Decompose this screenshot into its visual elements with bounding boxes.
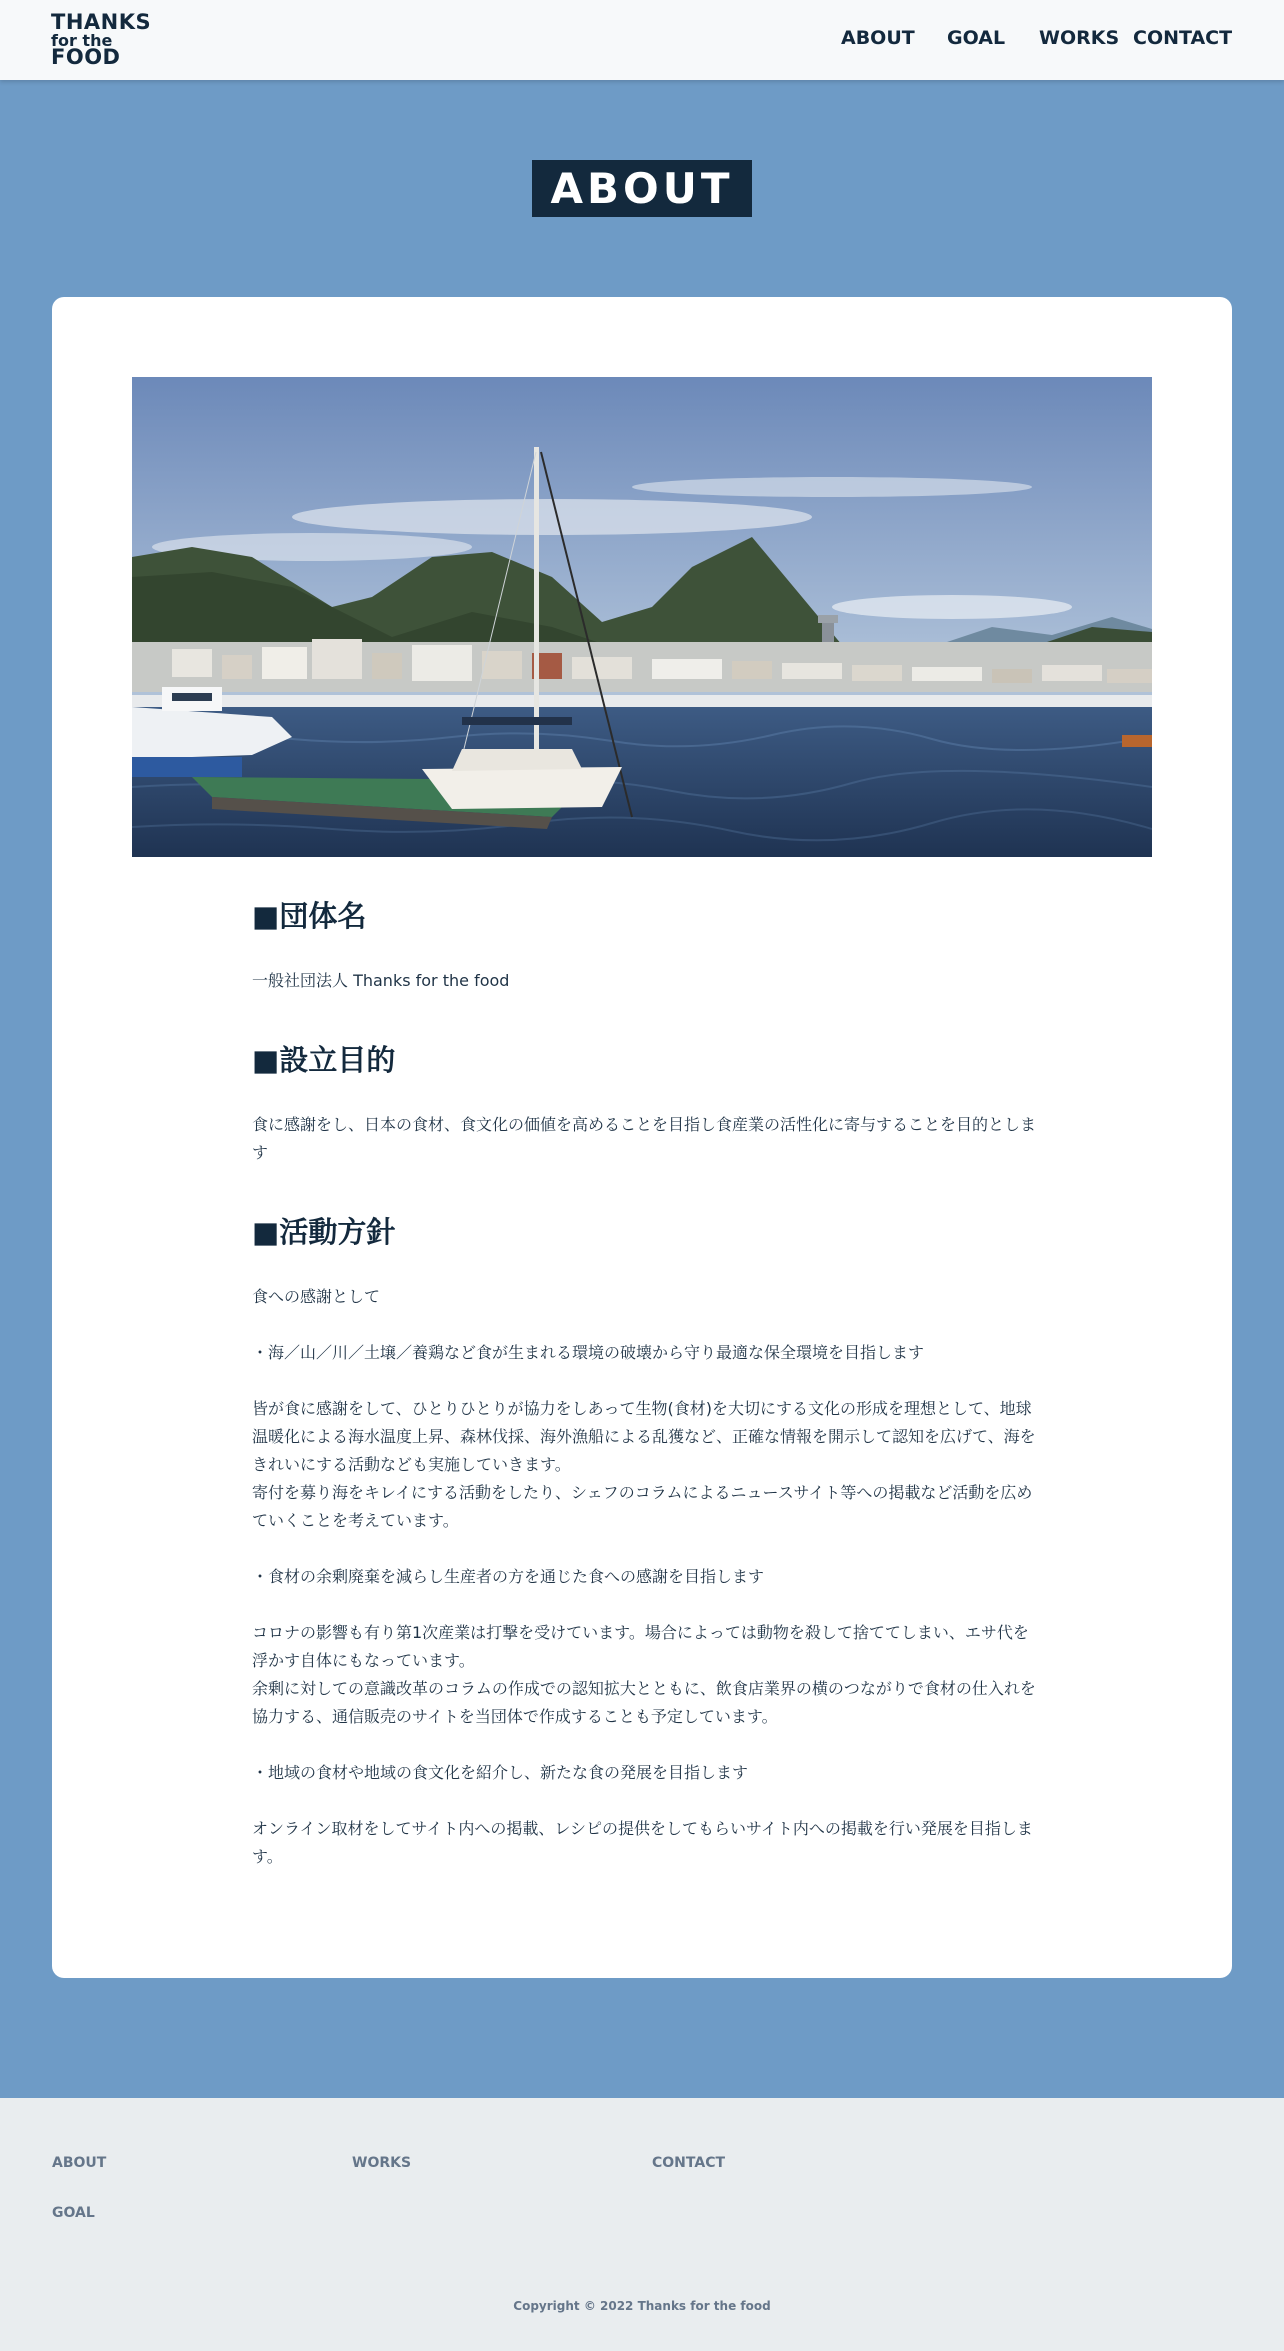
- footer-link-about[interactable]: ABOUT: [52, 2155, 107, 2171]
- policy-point-1-body-2: 寄付を募り海をキレイにする活動をしたり、シェフのコラムによるニュースサイト等への掲載など活動を広めていくことを考えています。: [252, 1483, 1033, 1530]
- nav-works[interactable]: WORKS: [1039, 27, 1120, 49]
- site-header: [0, 0, 1284, 80]
- logo-line-1: THANKS: [51, 10, 152, 34]
- policy-intro: 食への感謝として: [252, 1287, 381, 1306]
- site-footer: [0, 2098, 1284, 2351]
- nav-about[interactable]: ABOUT: [841, 27, 915, 49]
- policy-point-3-body: オンライン取材をしてサイト内への掲載、レシピの提供をしてもらいサイト内への掲載を行い発展を目指します。: [252, 1819, 1033, 1866]
- nav-goal[interactable]: GOAL: [947, 27, 1006, 49]
- harbor-photo: [132, 377, 1152, 857]
- main-content: [0, 80, 1284, 2098]
- logo-line-3: FOOD: [51, 45, 121, 70]
- policy-point-2: ・食材の余剰廃棄を減らし生産者の方を通じた食への感謝を目指します: [252, 1567, 765, 1586]
- heading-policy: ■活動方針: [252, 1215, 396, 1249]
- logo-line-2: for the: [51, 30, 113, 50]
- policy-point-2-body-2: 余剰に対しての意識改革のコラムの作成での認知拡大とともに、飲食店業界の横のつながりで食材の仕入れを協力する、通信販売のサイトを当団体で作成することも予定しています。: [252, 1679, 1036, 1726]
- purpose-text: 食に感謝をし、日本の食材、食文化の価値を高めることを目指し食産業の活性化に寄与することを目的とします: [252, 1115, 1037, 1162]
- nav-contact[interactable]: CONTACT: [1133, 27, 1233, 49]
- page-title: ABOUT: [532, 160, 752, 217]
- policy-point-2-body-1: コロナの影響も有り第1次産業は打撃を受けています。場合によっては動物を殺して捨ててしまい、エサ代を浮かす自体にもなっています。: [252, 1623, 1029, 1670]
- harbor-illustration: [132, 377, 1152, 857]
- copyright-text: Copyright © 2022 Thanks for the food: [513, 2299, 771, 2313]
- footer-link-goal[interactable]: GOAL: [52, 2205, 95, 2221]
- policy-point-3: ・地域の食材や地域の食文化を紹介し、新たな食の発展を目指します: [252, 1763, 749, 1782]
- about-card: [52, 297, 1232, 1978]
- organization-name-text: 一般社団法人 Thanks for the food: [252, 971, 510, 990]
- footer-link-works[interactable]: WORKS: [352, 2155, 412, 2171]
- main-nav: [0, 27, 1284, 53]
- heading-purpose: ■設立目的: [252, 1043, 396, 1077]
- footer-link-contact[interactable]: CONTACT: [652, 2155, 726, 2171]
- policy-point-1-body-1: 皆が食に感謝をして、ひとりひとりが協力をしあって生物(食材)を大切にする文化の形成を理想として、地球温暖化による海水温度上昇、森林伐採、海外漁船による乱獲など、正確な情報を開示して認知を広げて、海をきれいにする活動なども実施していきます。: [252, 1399, 1036, 1474]
- heading-organization-name: ■団体名: [252, 899, 367, 933]
- policy-point-1: ・海／山／川／土壌／養鶏など食が生まれる環境の破壊から守り最適な保全環境を目指します: [252, 1343, 925, 1362]
